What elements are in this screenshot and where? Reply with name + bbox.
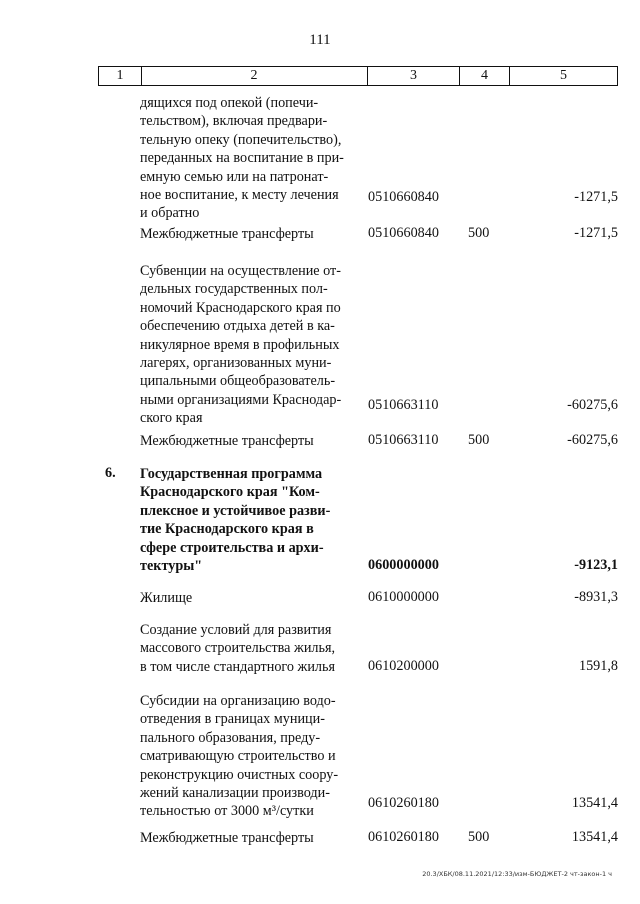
text-line: Субсидии на организацию водо-: [140, 693, 336, 709]
amount: 1591,8: [578, 658, 618, 674]
text-line: тие Краснодарского края в: [140, 521, 314, 538]
text-line: плексное и устойчивое разви-: [140, 502, 331, 519]
expense-type-code: 500: [468, 829, 490, 845]
text-line: Межбюджетные трансферты: [140, 830, 314, 846]
target-article-code: 0510663110: [368, 397, 439, 413]
document-footer: 20.3/ХБК/08.11.2021/12:33/изм-БЮДЖЕТ-2 чт-закон-1 ч: [422, 870, 612, 878]
text-line: лагерях, организованных муни-: [140, 355, 332, 372]
text-line: ципальными общеобразователь-: [140, 373, 336, 390]
text-line: дельных государственных пол-: [140, 281, 328, 298]
text-line: в том числе стандартного жилья: [140, 658, 336, 675]
target-article-code: 0610000000: [368, 589, 439, 605]
row-description: [140, 94, 364, 223]
text-line: емную семью или на патронат-: [140, 168, 329, 185]
header-col-2: 2: [250, 68, 258, 83]
text-line: и обратно: [140, 205, 200, 222]
text-line: тельством), включая предвари-: [140, 113, 328, 130]
text-line: обеспечению отдыха детей в ка-: [140, 318, 335, 335]
row-description: [140, 465, 364, 575]
text-line: номочий Краснодарского края по: [140, 299, 341, 316]
target-article-code: 0510660840: [368, 225, 439, 241]
amount: 13541,4: [571, 829, 618, 845]
text-line: Краснодарского края "Ком-: [140, 484, 320, 501]
row-description: [140, 432, 364, 450]
text-line: ского края: [140, 410, 203, 427]
target-article-code: 0610260180: [368, 829, 439, 845]
text-line: реконструкцию очистных соору-: [140, 766, 339, 783]
amount: 13541,4: [571, 795, 618, 811]
row-description: [140, 829, 364, 847]
target-article-code: 0610200000: [368, 658, 439, 674]
text-line: тектуры": [140, 558, 203, 575]
text-line: Создание условий для развития: [140, 622, 332, 638]
text-line: Жилище: [140, 590, 193, 606]
row-description: [140, 621, 364, 676]
table-header: [98, 66, 618, 86]
text-line: Субвенции на осуществление от-: [140, 263, 341, 279]
page-number: 111: [309, 32, 331, 48]
text-line: ными организациями Краснодар-: [140, 391, 342, 408]
section-number: 6.: [105, 465, 116, 481]
amount: -1271,5: [574, 225, 618, 241]
amount: -60275,6: [567, 397, 618, 413]
text-line: тельную опеку (попечительство),: [140, 131, 342, 148]
row-description: [140, 589, 364, 607]
text-line: массового строительства жилья,: [140, 640, 336, 657]
text-line: пального образования, преду-: [140, 729, 321, 746]
amount: -8931,3: [574, 589, 618, 605]
expense-type-code: 500: [468, 432, 490, 448]
text-line: жений канализации производи-: [140, 785, 330, 802]
row-description: [140, 225, 364, 243]
text-line: сфере строительства и архи-: [140, 539, 324, 556]
text-line: Межбюджетные трансферты: [140, 226, 314, 242]
text-line: переданных на воспитание в при-: [140, 150, 344, 167]
text-line: сматривающую строительство и: [140, 748, 336, 765]
text-line: Межбюджетные трансферты: [140, 433, 314, 449]
header-col-3: 3: [410, 68, 417, 83]
target-article-code: 0610260180: [368, 795, 439, 811]
amount: -60275,6: [567, 432, 618, 448]
amount: -1271,5: [574, 189, 618, 205]
text-line: никулярное время в профильных: [140, 336, 340, 353]
text-line: тельностью от 3000 м³/сутки: [140, 803, 314, 820]
text-line: Государственная программа: [140, 466, 323, 482]
row-description: [140, 692, 364, 821]
expense-type-code: 500: [468, 225, 490, 241]
text-line: дящихся под опекой (попечи-: [140, 95, 319, 111]
header-col-5: 5: [560, 68, 567, 83]
target-article-code: 0510660840: [368, 189, 439, 205]
header-col-4: 4: [481, 68, 488, 83]
target-article-code: 0510663110: [368, 432, 439, 448]
text-line: ное воспитание, к месту лечения: [140, 187, 339, 204]
text-line: отведения в границах муници-: [140, 711, 325, 728]
header-col-1: 1: [116, 68, 124, 83]
amount: -9123,1: [574, 557, 618, 573]
target-article-code: 0600000000: [368, 557, 439, 573]
row-description: [140, 262, 364, 428]
